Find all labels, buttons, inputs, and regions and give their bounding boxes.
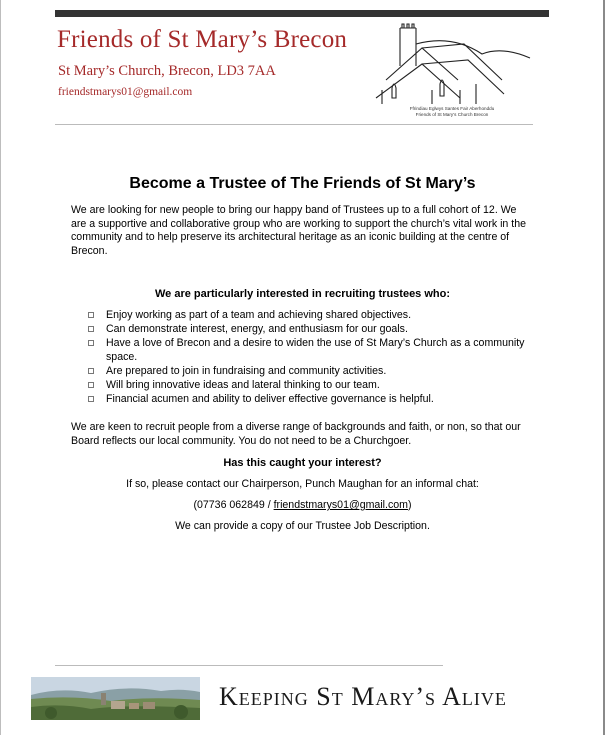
checkbox-icon [88, 340, 94, 346]
org-email: friendstmarys01@gmail.com [58, 86, 193, 98]
checkbox-icon [88, 326, 94, 332]
criteria-text: Can demonstrate interest, energy, and enthusiasm for our goals. [106, 323, 408, 335]
criteria-item [88, 364, 528, 378]
church-logo-icon [372, 20, 532, 118]
criteria-item [88, 392, 528, 406]
criteria-text: Enjoy working as part of a team and achieving shared objectives. [106, 309, 412, 321]
phone-number: (07736 062849 / [193, 499, 274, 511]
criteria-text: Have a love of Brecon and a desire to widen the use of St Mary’s Church as a community space. [106, 337, 525, 363]
contact-email-link[interactable]: friendstmarys01@gmail.com [273, 499, 408, 511]
criteria-text: Financial acumen and ability to deliver effective governance is helpful. [106, 393, 434, 405]
recruit-heading: We are particularly interested in recruiting trustees who: [154, 288, 451, 300]
criteria-item [88, 378, 528, 392]
logo-caption-welsh: Ffrindiau Eglwys Santes Fair Aberhonddu [409, 106, 495, 111]
page-title: Become a Trustee of The Friends of St Mary’s [129, 175, 476, 192]
job-description-note: We can provide a copy of our Trustee Job Description. [175, 520, 430, 532]
brecon-landscape-photo [31, 677, 200, 720]
footer-tagline: Keeping St Mary’s Alive [219, 682, 507, 711]
logo-caption-english: Friends of St Mary’s Church Brecon [415, 112, 489, 117]
checkbox-icon [88, 396, 94, 402]
criteria-item [88, 308, 528, 322]
intro-paragraph: We are looking for new people to bring our happy band of Trustees up to a full cohort of 12. We are a supportive and collaborative group who are working to support the church’s vital work in the community and to help preserve its architectural heritage as an iconic building at the centre of Brecon. [71, 204, 526, 257]
contact-line: If so, please contact our Chairperson, Punch Maughan for an informal chat: [126, 478, 479, 490]
contact-details [0, 499, 605, 511]
criteria-item [88, 322, 528, 336]
logo-caption [374, 106, 530, 118]
criteria-item [88, 336, 528, 364]
checkbox-icon [88, 368, 94, 374]
page-edge-left [0, 0, 1, 735]
org-name: Friends of St Mary’s Brecon [57, 26, 348, 53]
org-address: St Mary’s Church, Brecon, LD3 7AA [58, 63, 276, 79]
diversity-paragraph: We are keen to recruit people from a diverse range of backgrounds and faith, or non, so that our Board reflects our local community. You do not need to be a Churchgoer. [71, 421, 521, 447]
criteria-text: Are prepared to join in fundraising and community activities. [106, 365, 387, 377]
contact-close-paren: ) [407, 499, 412, 511]
checkbox-icon [88, 312, 94, 318]
footer-divider [55, 665, 443, 666]
header-top-bar [55, 10, 549, 17]
header-divider [55, 124, 533, 125]
interest-heading: Has this caught your interest? [223, 457, 382, 469]
criteria-text: Will bring innovative ideas and lateral thinking to our team. [106, 379, 380, 391]
checkbox-icon [88, 382, 94, 388]
criteria-list [88, 308, 528, 406]
